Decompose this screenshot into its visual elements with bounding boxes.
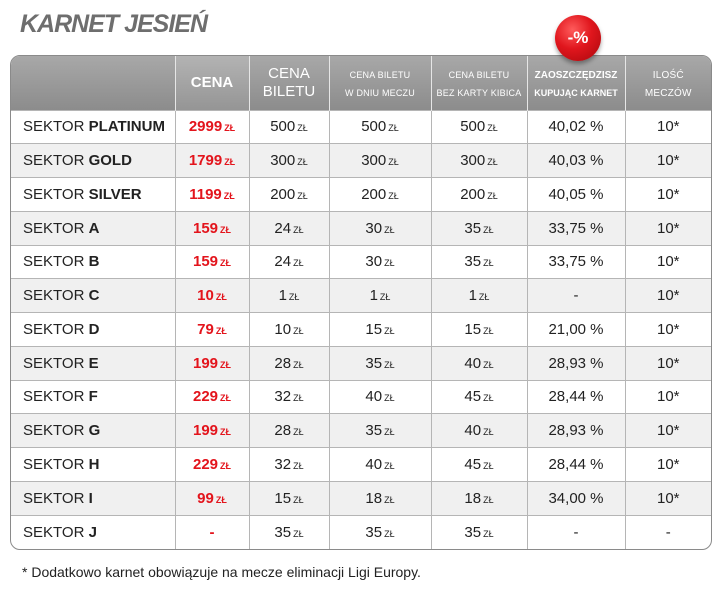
no-card-price-unit: ZŁ	[483, 224, 494, 235]
matches-cell	[625, 448, 711, 482]
matchday-price-value: 30	[365, 253, 383, 271]
no-card-price-value: 40	[464, 422, 482, 440]
header-ilosc-line2: MECZÓW	[644, 87, 692, 99]
table-row	[11, 380, 711, 414]
matchday-price-unit: ZŁ	[384, 393, 395, 404]
savings-value: 28,93 %	[548, 422, 604, 440]
price-value: 159	[192, 253, 219, 271]
no-card-price-cell	[431, 211, 527, 245]
price-cell	[175, 346, 249, 380]
sector-name-cell	[11, 448, 175, 482]
sector-name-cell	[11, 245, 175, 279]
header-cena-bez-karty	[431, 56, 527, 110]
matchday-price-unit: ZŁ	[384, 258, 395, 269]
header-cena-biletu-line1: CENA	[268, 65, 310, 83]
matchday-price-cell	[329, 178, 431, 212]
price-cell	[175, 481, 249, 515]
ticket-price-unit: ZŁ	[293, 393, 304, 404]
price-value: -	[209, 523, 215, 541]
savings-value: 40,05 %	[548, 185, 604, 203]
ticket-price-value: 32	[274, 388, 292, 406]
no-card-price-cell	[431, 245, 527, 279]
matchday-price-cell	[329, 414, 431, 448]
price-cell	[175, 245, 249, 279]
sector-label: F	[88, 388, 98, 406]
ticket-price-value: 500	[270, 118, 296, 136]
sector-name-cell	[11, 279, 175, 313]
matchday-price-cell	[329, 211, 431, 245]
matches-value: 10*	[656, 489, 680, 507]
no-card-price-value: 40	[464, 354, 482, 372]
matchday-price-value: 40	[365, 455, 383, 473]
savings-cell	[527, 110, 625, 144]
price-cell	[175, 414, 249, 448]
sector-prefix: SEKTOR	[23, 253, 85, 271]
ticket-price-value: 200	[270, 185, 296, 203]
header-sector	[11, 56, 175, 110]
price-value: 199	[192, 354, 219, 372]
sector-prefix: SEKTOR	[23, 455, 85, 473]
no-card-price-cell	[431, 144, 527, 178]
header-bez-line2: BEZ KARTY KIBICA	[436, 87, 522, 98]
sector-name-cell	[11, 211, 175, 245]
no-card-price-cell	[431, 380, 527, 414]
no-card-price-value: 45	[464, 455, 482, 473]
price-value: 99	[197, 489, 214, 507]
ticket-price-unit: ZŁ	[293, 325, 304, 336]
matches-value: 10*	[656, 185, 680, 203]
matchday-price-cell	[329, 515, 431, 549]
sector-label: GOLD	[88, 152, 132, 170]
ticket-price-value: 32	[274, 455, 292, 473]
ticket-price-value: 35	[274, 523, 292, 541]
table-row	[11, 448, 711, 482]
header-cena	[175, 56, 249, 110]
no-card-price-unit: ZŁ	[483, 258, 494, 269]
ticket-price-unit: ZŁ	[297, 190, 308, 201]
matchday-price-unit: ZŁ	[388, 157, 399, 168]
header-cena-label: CENA	[190, 73, 234, 91]
savings-cell	[527, 346, 625, 380]
matches-value: 10*	[656, 287, 680, 305]
savings-value: 34,00 %	[548, 489, 604, 507]
sector-prefix: SEKTOR	[23, 287, 85, 305]
price-value: 229	[192, 388, 219, 406]
matches-cell	[625, 178, 711, 212]
sector-label: A	[88, 219, 100, 237]
matches-value: 10*	[656, 422, 680, 440]
table-row	[11, 211, 711, 245]
matches-value: 10*	[656, 253, 680, 271]
savings-value: 21,00 %	[548, 320, 604, 338]
matchday-price-unit: ZŁ	[384, 325, 395, 336]
ticket-price-unit: ZŁ	[293, 359, 304, 370]
ticket-price-value: 15	[274, 489, 292, 507]
sector-prefix: SEKTOR	[23, 489, 85, 507]
sector-name-cell	[11, 110, 175, 144]
savings-value: -	[573, 523, 579, 541]
no-card-price-unit: ZŁ	[483, 427, 494, 438]
table-row	[11, 481, 711, 515]
matchday-price-value: 35	[365, 523, 383, 541]
ticket-price-unit: ZŁ	[293, 494, 304, 505]
sector-prefix: SEKTOR	[23, 388, 85, 406]
price-table	[11, 56, 711, 549]
ticket-price-cell	[249, 448, 329, 482]
price-unit: ZŁ	[215, 494, 227, 505]
matchday-price-value: 18	[365, 489, 383, 507]
ticket-price-unit: ZŁ	[293, 258, 304, 269]
sector-prefix: SEKTOR	[23, 185, 85, 203]
no-card-price-value: 1	[468, 287, 477, 305]
savings-value: 40,02 %	[548, 118, 604, 136]
matchday-price-value: 500	[361, 118, 387, 136]
matchday-price-unit: ZŁ	[384, 460, 395, 471]
sector-name-cell	[11, 380, 175, 414]
matchday-price-cell	[329, 144, 431, 178]
matches-value: 10*	[656, 219, 680, 237]
price-unit: ZŁ	[224, 123, 236, 134]
table-row	[11, 178, 711, 212]
ticket-price-value: 1	[278, 287, 287, 305]
matches-value: 10*	[656, 455, 680, 473]
ticket-price-unit: ZŁ	[293, 427, 304, 438]
matchday-price-value: 1	[369, 287, 378, 305]
price-cell	[175, 144, 249, 178]
table-header-row	[11, 56, 711, 110]
no-card-price-value: 18	[464, 489, 482, 507]
sector-name-cell	[11, 481, 175, 515]
no-card-price-unit: ZŁ	[487, 190, 498, 201]
no-card-price-cell	[431, 346, 527, 380]
no-card-price-cell	[431, 313, 527, 347]
price-value: 2999	[188, 118, 223, 136]
price-unit: ZŁ	[215, 292, 227, 303]
no-card-price-unit: ZŁ	[483, 460, 494, 471]
no-card-price-value: 500	[460, 118, 486, 136]
matchday-price-unit: ZŁ	[384, 494, 395, 505]
sector-label: D	[88, 320, 100, 338]
no-card-price-cell	[431, 448, 527, 482]
matches-value: -	[665, 523, 671, 541]
no-card-price-cell	[431, 515, 527, 549]
sector-prefix: SEKTOR	[23, 219, 85, 237]
ticket-price-unit: ZŁ	[297, 157, 308, 168]
no-card-price-unit: ZŁ	[483, 359, 494, 370]
ticket-price-cell	[249, 414, 329, 448]
price-unit: ZŁ	[220, 427, 232, 438]
matchday-price-value: 35	[365, 422, 383, 440]
ticket-price-cell	[249, 380, 329, 414]
table-row	[11, 515, 711, 549]
price-unit: ZŁ	[220, 460, 232, 471]
matchday-price-unit: ZŁ	[388, 190, 399, 201]
savings-value: 28,44 %	[548, 388, 604, 406]
savings-value: 28,44 %	[548, 455, 604, 473]
no-card-price-value: 35	[464, 219, 482, 237]
ticket-price-value: 24	[274, 219, 292, 237]
price-cell	[175, 279, 249, 313]
header-zaoszczedzisz	[527, 56, 625, 110]
savings-cell	[527, 313, 625, 347]
no-card-price-value: 35	[464, 253, 482, 271]
ticket-price-unit: ZŁ	[288, 292, 300, 303]
sector-prefix: SEKTOR	[23, 523, 85, 541]
no-card-price-cell	[431, 481, 527, 515]
matchday-price-unit: ZŁ	[384, 528, 395, 539]
matchday-price-cell	[329, 346, 431, 380]
savings-cell	[527, 481, 625, 515]
matchday-price-cell	[329, 245, 431, 279]
price-cell	[175, 448, 249, 482]
no-card-price-unit: ZŁ	[483, 494, 494, 505]
ticket-price-value: 28	[274, 354, 292, 372]
header-cena-biletu	[249, 56, 329, 110]
matches-cell	[625, 279, 711, 313]
sector-label: I	[88, 489, 93, 507]
price-table-container	[10, 55, 712, 550]
no-card-price-cell	[431, 414, 527, 448]
sector-label: H	[88, 455, 100, 473]
sector-name-cell	[11, 515, 175, 549]
header-cena-dniu-meczu	[329, 56, 431, 110]
savings-cell	[527, 178, 625, 212]
price-unit: ZŁ	[220, 359, 232, 370]
savings-cell	[527, 211, 625, 245]
matchday-price-unit: ZŁ	[379, 292, 391, 303]
ticket-price-cell	[249, 515, 329, 549]
savings-cell	[527, 245, 625, 279]
savings-value: -	[573, 287, 579, 305]
matches-cell	[625, 110, 711, 144]
matches-cell	[625, 481, 711, 515]
matches-value: 10*	[656, 388, 680, 406]
sector-name-cell	[11, 313, 175, 347]
matches-cell	[625, 414, 711, 448]
savings-value: 28,93 %	[548, 354, 604, 372]
table-row	[11, 313, 711, 347]
no-card-price-unit: ZŁ	[483, 393, 494, 404]
table-row	[11, 279, 711, 313]
matchday-price-unit: ZŁ	[384, 427, 395, 438]
no-card-price-cell	[431, 110, 527, 144]
sector-label: J	[88, 523, 97, 541]
matches-value: 10*	[656, 320, 680, 338]
ticket-price-unit: ZŁ	[293, 528, 304, 539]
ticket-price-cell	[249, 211, 329, 245]
matches-value: 10*	[656, 354, 680, 372]
price-unit: ZŁ	[220, 258, 232, 269]
table-row	[11, 414, 711, 448]
price-cell	[175, 110, 249, 144]
table-row	[11, 144, 711, 178]
matches-cell	[625, 346, 711, 380]
ticket-price-unit: ZŁ	[293, 460, 304, 471]
matchday-price-value: 35	[365, 354, 383, 372]
header-dniu-line1: CENA BILETU	[349, 70, 411, 81]
price-cell	[175, 178, 249, 212]
no-card-price-value: 300	[460, 152, 486, 170]
ticket-price-cell	[249, 346, 329, 380]
matchday-price-unit: ZŁ	[388, 123, 399, 134]
header-dniu-line2: W DNIU MECZU	[345, 87, 415, 98]
matches-cell	[625, 313, 711, 347]
ticket-price-cell	[249, 110, 329, 144]
price-value: 1799	[188, 152, 223, 170]
ticket-price-cell	[249, 313, 329, 347]
sector-name-cell	[11, 178, 175, 212]
matchday-price-value: 300	[361, 152, 387, 170]
matches-cell	[625, 211, 711, 245]
price-unit: ZŁ	[223, 190, 235, 201]
ticket-price-value: 10	[274, 320, 292, 338]
no-card-price-unit: ZŁ	[483, 528, 494, 539]
matchday-price-value: 200	[361, 185, 387, 203]
price-cell	[175, 313, 249, 347]
no-card-price-value: 35	[464, 523, 482, 541]
price-value: 1199	[189, 185, 222, 203]
matchday-price-value: 40	[365, 388, 383, 406]
savings-cell	[527, 279, 625, 313]
price-value: 199	[192, 422, 219, 440]
ticket-price-cell	[249, 481, 329, 515]
no-card-price-unit: ZŁ	[483, 325, 494, 336]
matchday-price-unit: ZŁ	[384, 224, 395, 235]
no-card-price-value: 15	[464, 320, 482, 338]
no-card-price-value: 45	[464, 388, 482, 406]
header-ilosc-meczow	[625, 56, 711, 110]
no-card-price-unit: ZŁ	[487, 123, 498, 134]
matchday-price-cell	[329, 448, 431, 482]
header-cena-biletu-line2: BILETU	[262, 82, 316, 100]
sector-prefix: SEKTOR	[23, 354, 85, 372]
sector-prefix: SEKTOR	[23, 152, 85, 170]
savings-cell	[527, 448, 625, 482]
price-unit: ZŁ	[220, 393, 232, 404]
page-title: KARNET JESIEŃ	[20, 10, 208, 38]
sector-label: SILVER	[88, 185, 142, 203]
sector-label: B	[88, 253, 100, 271]
matchday-price-cell	[329, 481, 431, 515]
no-card-price-cell	[431, 279, 527, 313]
matchday-price-cell	[329, 313, 431, 347]
matches-cell	[625, 245, 711, 279]
sector-prefix: SEKTOR	[23, 422, 85, 440]
sector-name-cell	[11, 144, 175, 178]
matchday-price-cell	[329, 279, 431, 313]
matches-cell	[625, 515, 711, 549]
sector-label: C	[88, 287, 100, 305]
matchday-price-value: 15	[365, 320, 383, 338]
ticket-price-unit: ZŁ	[297, 123, 308, 134]
savings-value: 40,03 %	[548, 152, 604, 170]
price-value: 159	[192, 219, 219, 237]
header-ilosc-line1: ILOŚĆ	[652, 70, 684, 82]
ticket-price-cell	[249, 279, 329, 313]
price-unit: ZŁ	[224, 157, 236, 168]
table-row	[11, 346, 711, 380]
table-row	[11, 245, 711, 279]
price-cell	[175, 515, 249, 549]
matches-cell	[625, 144, 711, 178]
matchday-price-value: 30	[365, 219, 383, 237]
matchday-price-unit: ZŁ	[384, 359, 395, 370]
savings-cell	[527, 380, 625, 414]
footnote: * Dodatkowo karnet obowiązuje na mecze eliminacji Ligi Europy.	[22, 564, 421, 580]
no-card-price-value: 200	[460, 185, 486, 203]
ticket-price-value: 300	[270, 152, 296, 170]
savings-cell	[527, 144, 625, 178]
matches-cell	[625, 380, 711, 414]
no-card-price-unit: ZŁ	[478, 292, 490, 303]
header-zaoszcz-line1: ZAOSZCZĘDZISZ	[534, 70, 618, 82]
price-unit: ZŁ	[220, 224, 232, 235]
savings-cell	[527, 515, 625, 549]
sector-prefix: SEKTOR	[23, 118, 85, 136]
savings-value: 33,75 %	[548, 219, 604, 237]
discount-badge-icon: -%	[555, 15, 601, 61]
matches-value: 10*	[656, 118, 680, 136]
price-unit: ZŁ	[215, 325, 227, 336]
ticket-price-cell	[249, 178, 329, 212]
header-bez-line1: CENA BILETU	[448, 70, 510, 81]
ticket-price-unit: ZŁ	[293, 224, 304, 235]
sector-label: G	[88, 422, 101, 440]
price-value: 79	[197, 320, 214, 338]
header-zaoszcz-line2: KUPUJĄC KARNET	[534, 87, 618, 98]
ticket-price-value: 28	[274, 422, 292, 440]
price-cell	[175, 380, 249, 414]
price-cell	[175, 211, 249, 245]
matchday-price-cell	[329, 110, 431, 144]
no-card-price-cell	[431, 178, 527, 212]
sector-label: PLATINUM	[88, 118, 165, 136]
table-row	[11, 110, 711, 144]
price-value: 229	[192, 455, 219, 473]
ticket-price-cell	[249, 144, 329, 178]
sector-prefix: SEKTOR	[23, 320, 85, 338]
matches-value: 10*	[656, 152, 680, 170]
savings-value: 33,75 %	[548, 253, 604, 271]
sector-label: E	[88, 354, 99, 372]
savings-cell	[527, 414, 625, 448]
sector-name-cell	[11, 346, 175, 380]
matchday-price-cell	[329, 380, 431, 414]
sector-name-cell	[11, 414, 175, 448]
ticket-price-value: 24	[274, 253, 292, 271]
price-value: 10	[197, 287, 214, 305]
no-card-price-unit: ZŁ	[487, 157, 498, 168]
ticket-price-cell	[249, 245, 329, 279]
